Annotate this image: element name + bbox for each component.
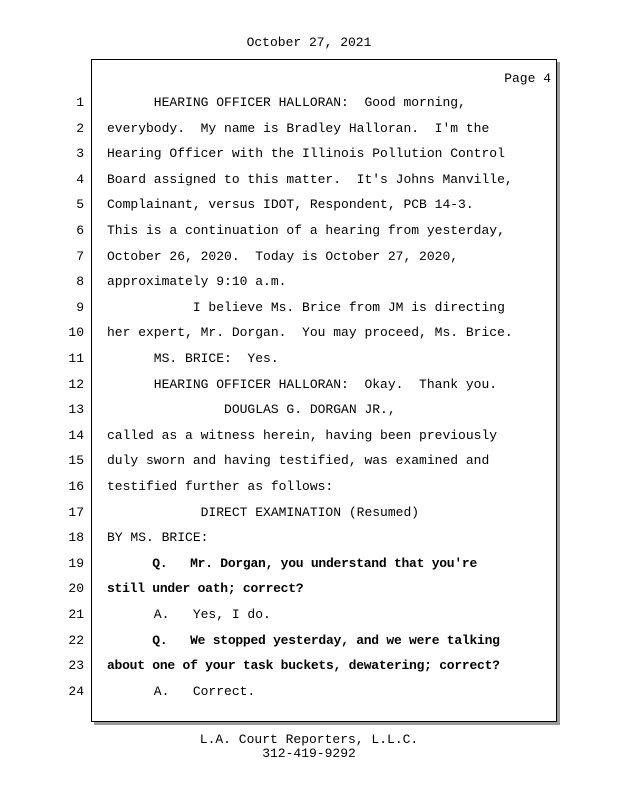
transcript-line: BY MS. BRICE: [107,530,209,545]
transcript-line: DOUGLAS G. DORGAN JR., [107,402,396,417]
line-number: 21 [68,607,84,622]
reporter-phone: 312-419-9292 [262,746,356,761]
line-number: 9 [76,300,84,315]
line-number: 8 [76,274,84,289]
line-number: 7 [76,249,84,264]
line-number: 2 [76,121,84,136]
transcript-line: A. Correct. [107,684,256,699]
line-number: 14 [68,428,84,443]
page-number: Page 4 [504,71,551,86]
line-number: 3 [76,146,84,161]
line-number: 19 [68,556,84,571]
line-number: 18 [68,530,84,545]
line-number: 24 [68,684,84,699]
line-number: 13 [68,402,84,417]
transcript-date: October 27, 2021 [246,35,372,50]
transcript-line: A. Yes, I do. [107,607,271,622]
transcript-line: October 26, 2020. Today is October 27, 2020, [107,249,459,264]
transcript-line: MS. BRICE: Yes. [107,351,279,366]
transcript-line: approximately 9:10 a.m. [107,274,287,289]
line-number: 1 [76,95,84,110]
line-number: 4 [76,172,84,187]
transcript-line: DIRECT EXAMINATION (Resumed) [107,505,420,520]
transcript-line: still under oath; correct? [107,581,304,596]
transcript-line: HEARING OFFICER HALLORAN: Okay. Thank you. [107,377,498,392]
transcript-line: This is a continuation of a hearing from yesterday, [107,223,505,238]
line-number: 23 [68,658,84,673]
transcript-line: duly sworn and having testified, was examined and [107,453,490,468]
line-number: 11 [68,351,84,366]
line-number: 15 [68,453,84,468]
transcript-line: about one of your task buckets, dewatering; correct? [107,658,500,673]
transcript-line: HEARING OFFICER HALLORAN: Good morning, [107,95,466,110]
transcript-line: Complainant, versus IDOT, Respondent, PCB 14-3. [107,197,474,212]
reporter-company: L.A. Court Reporters, L.L.C. [199,732,419,747]
transcript-line: her expert, Mr. Dorgan. You may proceed, Ms. Brice. [107,325,513,340]
transcript-line: called as a witness herein, having been previously [107,428,498,443]
transcript-line: Hearing Officer with the Illinois Pollution Control [107,146,505,161]
transcript-line: Board assigned to this matter. It's Johns Manville, [107,172,513,187]
line-number: 20 [68,581,84,596]
line-number: 16 [68,479,84,494]
line-number: 17 [68,505,84,520]
transcript-line: testified further as follows: [107,479,334,494]
line-number: 22 [68,633,84,648]
transcript-line: everybody. My name is Bradley Halloran. I'm the [107,121,490,136]
line-number: 12 [68,377,84,392]
transcript-line: Q. Mr. Dorgan, you understand that you're [107,556,478,571]
footer [0,733,618,761]
line-number: 10 [68,325,84,340]
line-number: 6 [76,223,84,238]
line-number: 5 [76,197,84,212]
transcript-line: I believe Ms. Brice from JM is directing [107,300,505,315]
transcript-line: Q. We stopped yesterday, and we were talking [107,633,500,648]
